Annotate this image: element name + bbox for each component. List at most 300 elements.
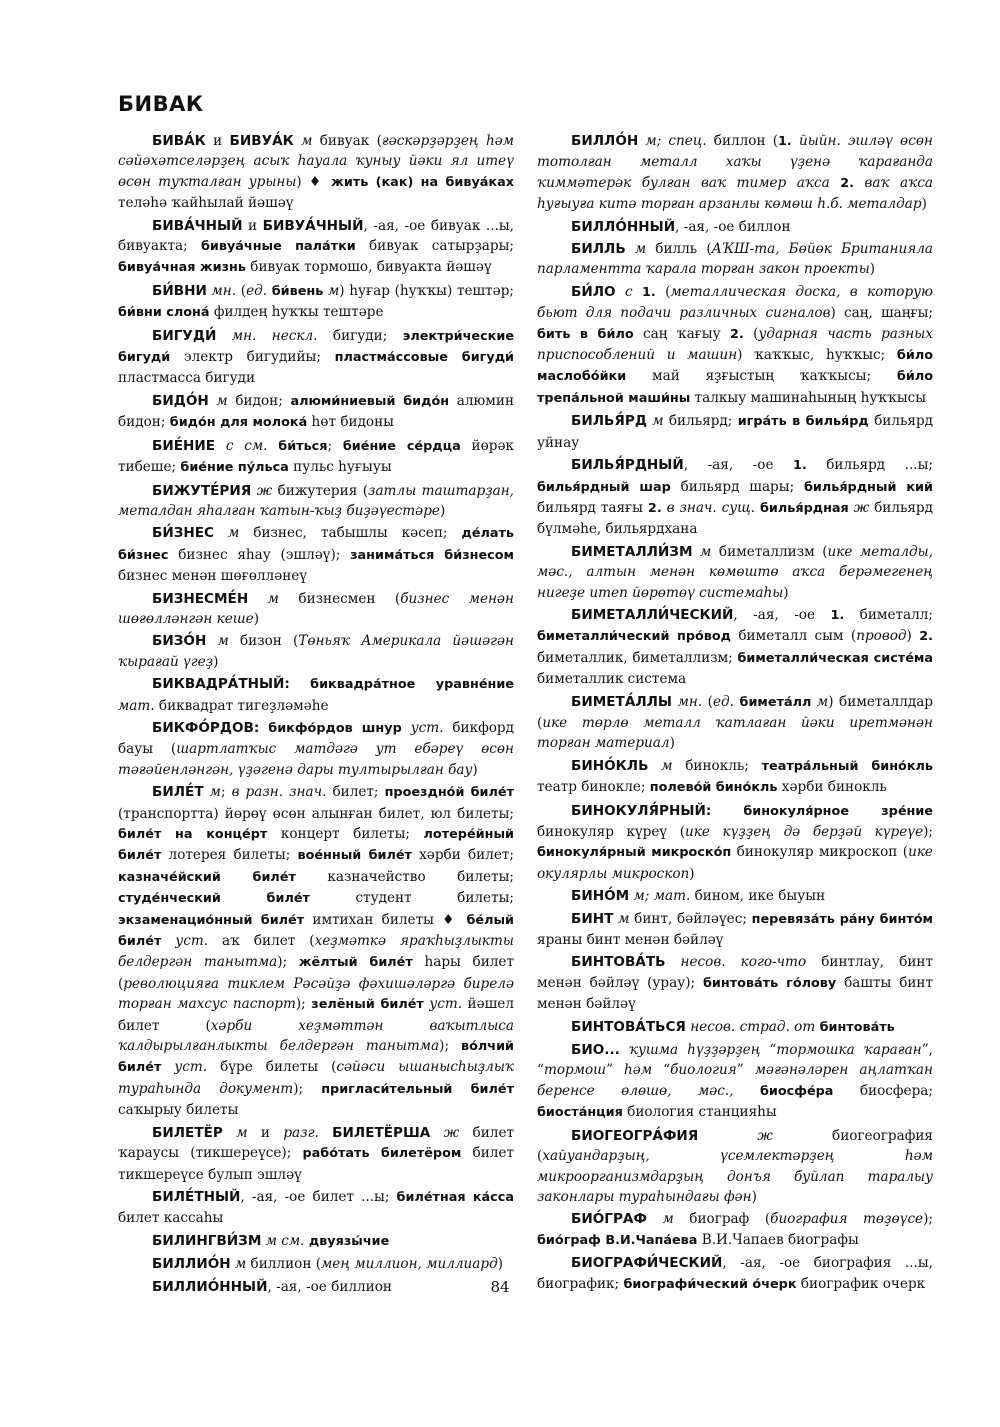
entry-note: м	[222, 1124, 248, 1141]
entry-text: бильярд таяғы	[537, 499, 648, 516]
entry-text: ;	[220, 784, 232, 801]
entry-phrase: пригласи́тельный биле́т	[321, 1081, 514, 1097]
dictionary-entry	[118, 1254, 514, 1274]
entry-text: биллион (	[246, 1256, 321, 1273]
entry-headword: БИЗО́Н	[152, 633, 207, 650]
entry-text: аҡ билет (	[208, 933, 315, 950]
entry-note: ед.	[246, 282, 268, 299]
entry-text: , -ая, -ое	[683, 457, 793, 474]
entry-phrase: билья́рдный кий	[803, 479, 933, 495]
dictionary-entry	[118, 326, 514, 389]
entry-text: бизнес яһау (эшләү);	[168, 546, 351, 563]
entry-phrase: электри́ческие бигуди́	[118, 328, 514, 366]
entry-phrase: 2.	[840, 175, 854, 191]
entry-text: бильярд уйнау	[537, 413, 934, 451]
entry-text: май яҙғыстың ҡаҡҡысы;	[626, 368, 897, 385]
entry-note: мн.	[206, 282, 237, 299]
entry-phrase: бинтова́ть го́лову	[702, 975, 837, 991]
entry-phrase: биоста́нция	[537, 1105, 623, 1121]
entry-note: ваҡ аҡса һуғыуға китә торған арзанлы көмөш һ.б. металдар	[537, 174, 933, 213]
entry-text: , -ая, -ое биллион	[267, 1278, 392, 1295]
entry-text: бизнес менән шөғөлләнеү	[118, 568, 308, 585]
entry-phrase: биле́тная ка́сса	[396, 1189, 514, 1205]
entry-text: (	[655, 283, 671, 300]
entry-text: пульс һуғыуы	[288, 459, 392, 476]
entry-text: биметаллизм (	[711, 543, 828, 560]
entry-text: )	[751, 1188, 757, 1205]
entry-phrase: бе́лый биле́т	[118, 912, 514, 950]
entry-text: и	[247, 1124, 284, 1141]
entry-text	[319, 1125, 332, 1141]
entry-text: биметалл;	[844, 606, 933, 623]
entry-note: Төньяҡ Америкала йәшәгән ҡырағай үгеҙ	[118, 633, 514, 670]
entry-phrase: бие́ние се́рдца	[342, 438, 461, 454]
entry-note: м	[214, 525, 240, 542]
dictionary-entry	[118, 674, 514, 716]
dictionary-entry	[118, 589, 514, 630]
entry-text: ”	[736, 1062, 755, 1079]
entry-text: бивуак тормошо, бивуакта йәшәү	[245, 259, 492, 276]
entry-note: биография төҙөүсе	[770, 1211, 924, 1228]
entry-note: м; спец.	[638, 133, 707, 149]
entry-note: ике төрлө металл ҡатлаған йәки иретмәнән торған материал	[537, 714, 933, 752]
entry-note: ударная часть разных приспособлений и машин	[537, 325, 934, 364]
entry-note: в разн. знач.	[231, 784, 327, 801]
entry-text: ”, “	[537, 1042, 933, 1079]
entry-phrase: бинокуля́рный микроско́п	[537, 845, 732, 861]
entry-text: имтихан билеты ♦	[304, 911, 467, 928]
entry-phrase: казначе́йский биле́т	[118, 869, 296, 885]
entry-note: ж	[848, 499, 870, 516]
entry-text: биограф (	[673, 1211, 771, 1228]
dictionary-entry	[537, 217, 933, 237]
entry-text: йәшел билет (	[118, 996, 514, 1034]
dictionary-entry	[537, 131, 933, 215]
dictionary-entry	[537, 692, 933, 754]
entry-text: “	[760, 1042, 777, 1059]
entry-phrase: биографи́ческий о́черк	[623, 1276, 797, 1292]
entry-note: разг.	[283, 1124, 319, 1141]
dictionary-entry	[537, 1040, 933, 1124]
entry-note: мат.	[118, 697, 155, 714]
dictionary-entry	[118, 1187, 514, 1229]
entry-phrase: биметалли́ческий про́вод	[537, 629, 731, 645]
entry-note: хайуандарҙың, үсемлектәрҙең һәм микроорганизмдарҙың донъя буйлап таралыу законлары тураһындағы фән	[537, 1148, 933, 1205]
entry-text: бинтлау, бинт менән бәйләү (урау);	[537, 954, 933, 991]
dictionary-entry	[537, 1017, 933, 1038]
entry-headword: БИЛЛИО́ННЫЙ	[152, 1278, 268, 1295]
entry-note: ҡушма һүҙҙәрҙең	[628, 1042, 761, 1059]
entry-headword: БИМЕТА́ЛЛЫ	[571, 693, 673, 710]
entry-text: биметаллик система	[537, 671, 687, 688]
dictionary-entry	[537, 542, 933, 603]
entry-headword: БИЕ́НИЕ	[152, 437, 216, 454]
entry-note: м	[203, 784, 221, 801]
entry-headword: БИВУА́К	[229, 133, 294, 149]
dictionary-entry	[537, 756, 933, 799]
entry-note: м	[230, 1256, 247, 1273]
entry-text: (	[236, 282, 247, 299]
entry-text: хәрби билет;	[411, 847, 514, 864]
entry-note: мең миллион, миллиард	[321, 1256, 498, 1273]
right-column	[537, 131, 933, 1297]
dictionary-entry	[118, 436, 514, 479]
entry-note: металлическая доска, в которую бьют для подачи различных сигналов	[537, 283, 933, 322]
entry-phrase: игра́ть в билья́рд	[737, 414, 869, 430]
entry-phrase: биосфе́ра	[759, 1083, 834, 1099]
entry-text: В.И.Чапаев биографы	[697, 1231, 859, 1248]
entry-note: тормош	[543, 1062, 607, 1079]
entry-phrase: во́лчий биле́т	[118, 1039, 514, 1076]
entry-phrase: 2.	[919, 629, 933, 645]
entry-note: революцияға тиклем Рәсәйҙә фәхишәләргә бирелә торған махсус паспорт	[118, 975, 514, 1013]
entry-text: бигуди;	[317, 327, 403, 344]
entry-text: (	[743, 325, 759, 342]
entry-text: , -ая, -ое билет ...ы;	[240, 1188, 397, 1205]
entry-text: бильярд;	[663, 413, 738, 430]
entry-text: бидон;	[227, 392, 291, 409]
entry-note: ике металды, мәс., алтын менән көмөштө аҡса берәмегенең нигеҙе итеп йөрөтөү системаһы	[537, 543, 933, 601]
entry-headword: БИНО́М	[571, 888, 630, 905]
entry-phrase: 2.	[730, 326, 744, 342]
entry-headword: БИЛИНГВИ́ЗМ	[152, 1232, 262, 1249]
entry-text: бинокуляр микроскоп (	[731, 844, 909, 861]
entry-phrase: бидо́н для молока́	[169, 415, 308, 431]
entry-note: уст.	[161, 1059, 208, 1076]
entry-phrase: бить в би́ло	[537, 326, 634, 342]
dictionary-entry	[537, 282, 933, 409]
entry-phrase: рабо́тать билетёром	[302, 1146, 462, 1162]
entry-phrase: жёлтый биле́т	[298, 955, 413, 971]
entry-text: саң ҡағыу	[633, 325, 731, 342]
entry-note: м	[206, 633, 229, 650]
entry-text: )	[213, 653, 219, 670]
entry-headword: БИОГЕОГРА́ФИЯ	[571, 1127, 699, 1144]
dictionary-entry	[118, 216, 514, 279]
dictionary-entry	[537, 952, 933, 1014]
entry-text: билль (	[646, 241, 712, 258]
entry-headword: БИЛЕТЁР	[152, 1124, 223, 1141]
entry-phrase: би́ло маслобо́йки	[537, 348, 933, 385]
entry-text: )	[472, 761, 478, 778]
entry-phrase: биле́т на конце́рт	[118, 827, 268, 842]
dictionary-entry	[118, 281, 514, 324]
entry-headword: БИ́ЛО	[571, 283, 616, 300]
entry-text: йөрәк тибеше;	[118, 437, 515, 476]
entry-text: бинокуляр күреү (	[537, 824, 686, 840]
entry-headword: БИЛЬЯ́РДНЫЙ	[571, 457, 684, 474]
entry-phrase: билья́рдный шар	[537, 479, 671, 495]
entry-headword: БИЛЛЬ	[571, 241, 626, 258]
entry-text: теләһә ҡайһылай йәшәү	[118, 195, 294, 212]
entry-note: мн. нескл.	[216, 327, 318, 344]
entry-text: биографик очерк	[796, 1275, 926, 1292]
entry-phrase: 1.	[778, 134, 792, 149]
entry-text: яраны бинт менән бәйләү	[537, 932, 724, 949]
entry-phrase: бие́ние пу́льса	[180, 460, 289, 476]
entry-text: , -ая, -ое биллон	[675, 218, 791, 235]
entry-text: , -ая, -ое биография ...ы, биографик;	[537, 1255, 933, 1292]
entry-text: , -ая, -ое	[733, 606, 831, 623]
entry-headword: БИ́ВНИ	[152, 282, 207, 299]
entry-phrase: студе́нческий биле́т	[118, 891, 310, 907]
entry-note: с	[615, 283, 633, 300]
entry-headword: БИНТ	[571, 910, 614, 927]
entry-note: провод	[856, 628, 907, 645]
entry-text: )	[921, 196, 927, 213]
entry-headword: БИЛЕ́ТНЫЙ	[152, 1188, 241, 1205]
entry-text: (транспортта) йөрөү өсөн алынған билет, юл билеты;	[118, 805, 514, 822]
entry-text	[259, 720, 268, 736]
entry-headword: БИ́ЗНЕС	[152, 525, 215, 542]
dictionary-entry	[537, 886, 933, 906]
dictionary-entry	[118, 131, 514, 214]
entry-headword: БИЗНЕСМЕ́Н	[152, 590, 249, 607]
page-number: 84	[490, 1278, 510, 1296]
entry-headword: БИЛЬЯ́РД	[571, 413, 647, 430]
entry-phrase: бикфо́рдов шнур	[268, 720, 402, 736]
entry-note: м	[293, 133, 313, 149]
dictionary-entry	[537, 1209, 933, 1251]
dictionary-entry	[118, 782, 514, 1121]
entry-phrase: био́граф В.И.Чапа́ева	[537, 1232, 698, 1248]
entry-note: м	[692, 543, 712, 560]
entry-note: м см.	[261, 1232, 305, 1249]
entry-note: ике күҙҙең дә берҙәй күреүе	[685, 824, 924, 840]
entry-note: ед.	[712, 693, 734, 710]
dictionary-entry	[118, 523, 514, 586]
entry-text: бивуак (	[312, 133, 382, 149]
entry-note: хеҙмәткә яраҡһыҙлыкты белдергән танытма	[118, 933, 515, 971]
entry-phrase: билья́рдная	[760, 500, 849, 516]
entry-text: талкыу машинаһының һуҡҡысы	[690, 389, 927, 406]
entry-note: м	[323, 282, 340, 299]
entry-phrase: би́вень	[271, 283, 324, 299]
entry-text: алюмин бидон;	[118, 392, 515, 431]
entry-text: билет кассаһы	[118, 1210, 224, 1227]
entry-phrase: 1.	[830, 607, 845, 623]
entry-phrase: экзаменацио́нный биле́т	[118, 912, 305, 928]
entry-phrase: биквадра́тное уравне́ние	[310, 677, 514, 693]
entry-text: )	[669, 735, 675, 752]
entry-note: ике окулярлы микроскоп	[537, 844, 933, 882]
entry-headword: БИО́ГРАФ	[571, 1211, 647, 1228]
entry-text: )	[906, 628, 920, 645]
entry-text: бильярд бүлмәһе, бильярдхана	[537, 499, 934, 538]
entry-text: )	[783, 584, 789, 601]
entry-text: бильярд ...ы;	[806, 457, 934, 474]
entry-text: ”	[606, 1062, 625, 1079]
entry-text: );	[277, 954, 299, 971]
entry-text: бином, ике быуын	[690, 888, 826, 905]
entry-note: хәрби хеҙмәттән ваҡытлыса ҡалдырылғанлыкты белдергән танытма	[118, 1017, 514, 1055]
entry-phrase: пластма́ссовые бигуди́	[334, 350, 514, 366]
entry-headword: БИЖУТЕ́РИЯ	[152, 482, 252, 499]
entry-text: билет ҡараусы (тикшереүсе);	[118, 1124, 515, 1162]
entry-note: йыйн. эшләү өсөн тотолған металл хаҡы үҙенә ҡарағанда ҡиммәтерәк булған ваҡ тимер аҡса	[537, 133, 933, 191]
entry-headword: БИОГРАФИ́ЧЕСКИЙ	[571, 1255, 723, 1272]
entry-text: билет тикшереүсе булып эшләү	[118, 1145, 514, 1183]
entry-text: (	[702, 693, 713, 710]
entry-headword: БИЛЛО́ННЫЙ	[571, 218, 676, 235]
entry-text: театр бинокле;	[537, 779, 650, 796]
entry-headword: БИО...	[571, 1042, 620, 1059]
entry-phrase: бинокуля́рное зре́ние	[743, 803, 933, 819]
entry-text	[711, 803, 743, 819]
entry-text: ;	[327, 437, 343, 454]
entry-text: , -ая, -ое бивуак ...ы, бивуакта;	[118, 217, 515, 255]
entry-phrase: алюми́ниевый бидо́н	[290, 393, 450, 409]
entry-text: )	[689, 865, 695, 882]
entry-note: уст.	[161, 933, 209, 950]
entry-text: )	[497, 1256, 504, 1273]
running-head: БИВАК	[118, 92, 204, 116]
entry-text: бизон (	[228, 633, 299, 650]
entry-note: сәйәси ышанысһыҙлыҡ тураһында документ	[118, 1059, 514, 1097]
entry-phrase: бивуа́чная жизнь	[118, 260, 246, 276]
entry-text: башты бинт менән бәйләү	[537, 974, 934, 1013]
entry-text: )	[439, 502, 446, 519]
entry-note: несов. страд. от	[685, 1018, 816, 1035]
entry-text: биметаллик, биметаллизм;	[537, 649, 738, 666]
entry-text	[734, 1083, 760, 1099]
entry-headword: БИМЕТАЛЛИ́ЗМ	[571, 543, 693, 560]
entry-note: уст.	[423, 996, 463, 1013]
entry-text	[620, 1042, 629, 1058]
entry-text: биология станцияһы	[622, 1104, 777, 1121]
entry-headword: БИЛЛО́Н	[571, 133, 639, 149]
entry-note: мн.	[672, 693, 703, 710]
dictionary-entry	[118, 631, 514, 672]
dictionary-entry	[118, 481, 514, 522]
entry-text: )	[253, 610, 260, 627]
entry-note: несов. кого-что	[665, 954, 807, 971]
entry-text: концерт билеты;	[267, 826, 424, 842]
entry-text: электр бигудийы;	[170, 349, 335, 366]
entry-note: АҠШ-та, Бөйөк Британияла парламентта ҡарала торған закон проекты	[537, 241, 933, 278]
entry-phrase: театра́льный бино́кль	[761, 758, 933, 774]
entry-note: м; мат.	[629, 888, 691, 905]
entry-note: м	[811, 693, 829, 710]
entry-phrase: занима́ться би́знесом	[350, 547, 514, 563]
dictionary-entry	[537, 411, 933, 453]
entry-text: ) ♦	[296, 173, 332, 190]
entry-note: м	[646, 413, 664, 430]
dictionary-entry	[537, 909, 933, 951]
entry-text	[633, 284, 642, 300]
entry-headword: БИЛЕ́Т	[152, 784, 204, 801]
entry-note: м	[248, 590, 279, 607]
entry-phrase: бинтова́ть	[819, 1019, 895, 1035]
entry-text	[854, 175, 865, 191]
dictionary-entry	[537, 605, 933, 690]
entry-phrase: би́вни слона́	[118, 305, 210, 321]
entry-text: );	[923, 824, 934, 840]
entry-text: бизнес, табышлы кәсеп;	[239, 525, 462, 542]
entry-text: );	[295, 996, 312, 1013]
entry-headword: БИВУА́ЧНЫЙ	[262, 217, 364, 234]
entry-note: м	[648, 757, 673, 774]
entry-text: биогеография (	[537, 1127, 933, 1165]
entry-text: саҡырыу билеты	[118, 1102, 239, 1119]
entry-text: ) биметаллдар (	[537, 693, 933, 731]
entry-text: билет;	[326, 784, 385, 801]
entry-note: м	[625, 241, 647, 258]
entry-phrase: двуязы́чие	[308, 1233, 390, 1249]
entry-text: студент билеты;	[309, 890, 514, 907]
entry-phrase: лотере́йный биле́т	[118, 827, 514, 864]
entry-headword: БИВА́ЧНЫЙ	[152, 217, 243, 234]
entry-text: и	[242, 217, 263, 234]
entry-text	[267, 438, 278, 454]
entry-text: бизнесмен (	[278, 590, 401, 607]
entry-note: ғәскәрҙәрҙең һәм сәйәхәтселәрҙең асыҡ һауала ҡуныу йәки ял итеү өсөн туҡталған урыны	[118, 133, 515, 190]
entry-note: ж	[698, 1127, 773, 1144]
entry-text: бинокль;	[672, 757, 762, 774]
entry-text	[792, 133, 799, 149]
entry-text: бикфорд бауы (	[118, 719, 514, 758]
entry-note: м	[208, 392, 228, 409]
entry-text: и	[205, 133, 230, 149]
entry-text: филдең һуҡҡы тештәре	[209, 304, 384, 321]
entry-phrase: полево́й бино́кль	[649, 780, 778, 796]
entry-text: ) һуғар (һуҡҡы) тештәр;	[339, 282, 515, 299]
entry-headword: БИНОКУЛЯ́РНЫЙ:	[571, 802, 712, 819]
entry-phrase: зелёный биле́т	[311, 997, 424, 1013]
dictionary-entry	[118, 391, 514, 434]
entry-text: лотерея билеты;	[161, 847, 298, 864]
entry-phrase: де́лать би́знес	[118, 526, 514, 563]
entry-text: биосфера;	[833, 1082, 933, 1099]
dictionary-entry	[118, 1123, 514, 1185]
entry-text: бүре билеты (	[207, 1059, 337, 1076]
entry-note: м	[613, 910, 630, 927]
entry-headword: БИКФО́РДОВ:	[152, 719, 260, 736]
entry-text: );	[293, 1080, 322, 1097]
entry-headword: БИКВАДРА́ТНЫЙ:	[152, 676, 290, 693]
entry-note: бизнес менән шөғөлләнгән кеше	[118, 590, 514, 627]
entry-text: бивуак сатырҙары;	[355, 238, 514, 255]
entry-headword: БИГУДИ́	[152, 327, 217, 344]
entry-text: һары билет (	[118, 954, 514, 992]
dictionary-entry	[118, 1231, 514, 1252]
entry-phrase: 2.	[647, 500, 662, 516]
dictionary-entry	[118, 718, 514, 780]
entry-note: затлы таштарҙан, металдан яһалған ҡатын-ҡыҙ биҙәүестәре	[118, 482, 514, 519]
entry-text: бильярд шары;	[670, 478, 804, 495]
dictionary-entry	[537, 455, 933, 540]
entry-phrase: бивуа́чные пала́тки	[200, 239, 356, 255]
entry-text	[830, 175, 841, 191]
entry-text: пластмасса бигуди	[118, 370, 256, 387]
dictionary-entry	[537, 1126, 933, 1208]
entry-headword: БИЛЛИО́Н	[152, 1256, 231, 1273]
entry-headword: БИЛЕТЁРША	[332, 1124, 431, 1141]
entry-phrase: би́ло трепа́льной маши́ны	[537, 369, 933, 406]
entry-headword: БИВА́К	[152, 133, 206, 149]
entry-note: в знач. сущ.	[666, 499, 756, 516]
entry-text: һөт бидоны	[307, 414, 394, 431]
dictionary-entry	[537, 239, 933, 280]
entry-text: “	[652, 1062, 671, 1079]
entry-phrase: жить (как) на бивуа́ках	[331, 174, 514, 190]
dictionary-entry	[537, 801, 933, 885]
left-column	[118, 131, 514, 1299]
entry-text: );	[923, 1211, 933, 1228]
entry-phrase: би́ться	[278, 438, 328, 454]
entry-text: бинт, бәйләүес;	[629, 910, 752, 927]
entry-note: с см.	[215, 437, 268, 454]
